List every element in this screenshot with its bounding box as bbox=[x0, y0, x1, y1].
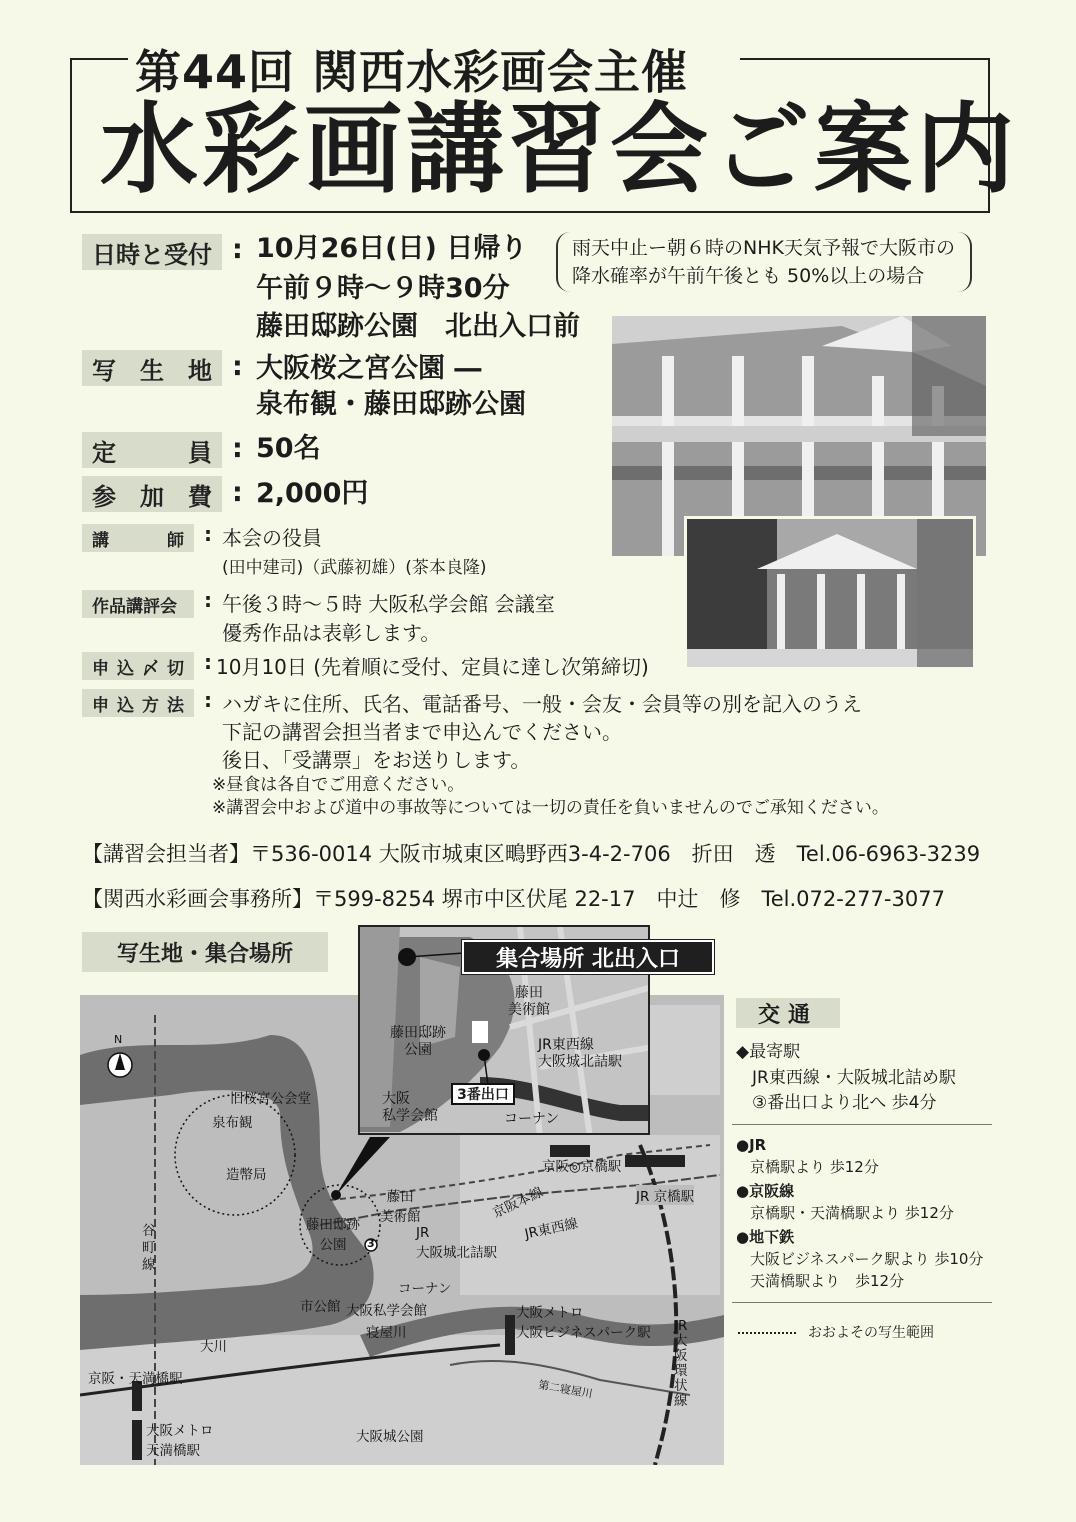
access-nearest-2: ③番出口より北へ 歩4分 bbox=[752, 1093, 937, 1113]
inset-map: 藤田 美術館 藤田邸跡 公園 JR東西線 大阪城北詰駅 大阪 私学会館 コーナン bbox=[358, 925, 650, 1135]
contact-person: 【講習会担当者】〒536-0014 大阪市城東区鴫野西3-4-2-706 折田 透 Tel.06-6963-3239 bbox=[82, 842, 981, 866]
liability-note: ※講習会中および道中の事故等については一切の責任を負いませんのでご承知ください。 bbox=[212, 798, 889, 818]
access-subway-2: 天満橋駅より 歩12分 bbox=[750, 1272, 905, 1290]
gathering-point-label: 集合場所 北出入口 bbox=[462, 940, 714, 974]
location-line2: 泉布観・藤田邸跡公園 bbox=[256, 389, 526, 420]
event-subtitle: 第44回 関西水彩画会主催 bbox=[135, 45, 689, 99]
access-title: 交通 bbox=[736, 998, 840, 1028]
access-keihan-line: 京橋駅・天満橋駅より 歩12分 bbox=[750, 1204, 954, 1222]
access-keihan-head: ●京阪線 bbox=[736, 1182, 795, 1200]
access-subway-head: ●地下鉄 bbox=[736, 1228, 795, 1246]
critique-line2: 優秀作品は表彰します。 bbox=[222, 621, 441, 645]
method-line2: 下記の講習会担当者まで申込んでください。 bbox=[222, 720, 622, 744]
rain-note-1: 雨天中止ー朝６時のNHK天気予報で大阪市の bbox=[572, 237, 955, 259]
lunch-note: ※昼食は各自でご用意ください。 bbox=[212, 775, 465, 795]
page-title: 水彩画講習会ご案内 bbox=[100, 93, 1019, 207]
label-capacity: 定 員 bbox=[82, 432, 222, 468]
label-deadline: 申 込 〆 切 bbox=[82, 652, 194, 680]
exit-3-label: 3番出口 bbox=[451, 1083, 515, 1105]
method-line3: 後日、「受講票」をお送りします。 bbox=[222, 748, 531, 772]
location-line1: 大阪桜之宮公園 ― bbox=[256, 353, 482, 384]
label-instructor: 講 師 bbox=[82, 524, 194, 552]
contact-office: 【関西水彩画会事務所】〒599-8254 堺市中区伏尾 22-17 中辻 修 Tel.072-277-3077 bbox=[82, 887, 945, 911]
building-photo-small bbox=[684, 516, 976, 670]
rain-note-2: 降水確率が午前午後とも 50%以上の場合 bbox=[572, 265, 925, 287]
access-jr-line: 京橋駅より 歩12分 bbox=[750, 1158, 879, 1176]
schedule-date: 10月26日(日) 日帰り bbox=[256, 233, 528, 264]
label-schedule: 日時と受付 bbox=[82, 234, 222, 270]
schedule-time: 午前９時～９時30分 bbox=[256, 273, 510, 304]
instructor-line1: 本会の役員 bbox=[222, 526, 322, 550]
scope-legend-text: おおよその写生範囲 bbox=[808, 1325, 934, 1341]
access-nearest-head: ◆最寄駅 bbox=[736, 1042, 801, 1062]
access-jr-head: ●JR bbox=[736, 1136, 767, 1154]
label-method: 申 込 方 法 bbox=[82, 689, 194, 717]
label-fee: 参 加 費 bbox=[82, 476, 222, 512]
method-line1: ハガキに住所、氏名、電話番号、一般・会友・会員等の別を記入のうえ bbox=[222, 692, 862, 716]
critique-line1: 午後３時～５時 大阪私学会館 会議室 bbox=[222, 592, 555, 616]
capacity-value: 50名 bbox=[256, 433, 321, 464]
map-section-label: 写生地・集合場所 bbox=[82, 932, 328, 972]
fee-value: 2,000円 bbox=[256, 478, 369, 509]
area-map: N 旧桜宮公会堂 泉布観 造幣局 谷町線 藤田 美術館 藤田邸跡 公園 JR 大阪城北詰駅 コーナン 市公館 大阪私学会館 大川 寝屋川 京阪・天満橋駅 大阪メトロ 天満橋駅 京阪◎京橋駅 京阪本線 JR東西線 JR 京橋駅 大阪メトロ 大阪ビジネスパーク駅 JR大阪環状線 第二寝屋川 大阪城公園 3 bbox=[80, 995, 724, 1465]
access-subway-1: 大阪ビジネスパーク駅より 歩10分 bbox=[750, 1250, 984, 1268]
label-location: 写 生 地 bbox=[82, 350, 222, 386]
deadline-value: 10月10日 (先着順に受付、定員に達し次第締切) bbox=[216, 655, 649, 679]
access-nearest-1: JR東西線・大阪城北詰め駅 bbox=[752, 1068, 956, 1088]
instructor-line2: (田中建司)（武藤初雄）(茶本良隆) bbox=[222, 558, 487, 578]
scope-legend-line bbox=[738, 1332, 796, 1334]
label-critique: 作品講評会 bbox=[82, 590, 194, 618]
schedule-place: 藤田邸跡公園 北出入口前 bbox=[256, 311, 580, 342]
